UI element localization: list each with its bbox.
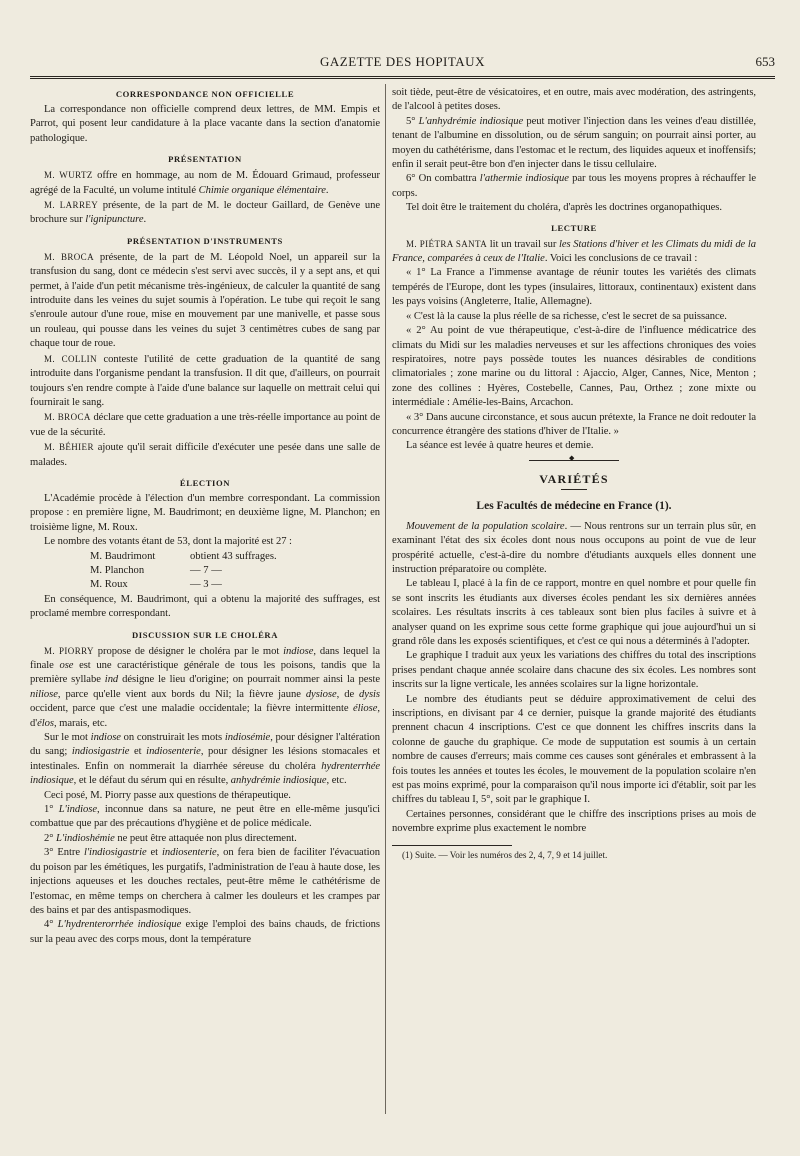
paragraph: Le nombre des étudiants peut se déduire approximativement de celui des inscriptions, en divisant par 4 ce dernier, puisque la grande majorité des étudiants prennent chacun 4 inscriptions. C'est ce que donnent les chiffres inscrits dans la colonne de gauche du graphique. Ce mode de supputation est soumis à un certain nombre de causes d'erreurs; mais comme ces causes sont générales et embrassent à la fois toutes les années et toutes les écoles, le mouvement de la population scolaire n'en est pas moins exprimé, pour la comparaison qu'il nous importe ici d'établir, soit par les chiffres du tableau I, 5°, soit par le graphique I.	[392, 693, 756, 806]
term: dysiose	[305, 688, 337, 700]
footnote-rule	[392, 845, 512, 846]
vote-row	[90, 550, 380, 564]
term: l'athermie indiosique	[479, 173, 569, 185]
paragraph-text: , marais, etc.	[53, 717, 108, 729]
paragraph-text: , on fera bien de faciliter l'évacuation du poison par les émétiques, les purgatifs, l'administration de l'eau à haute dose, les injections aqueuses et les douches rectales, peut-être même le cathétérisme de l'estomac, en même temps on cherchera à calmer les douleurs et les crampes par des bains et par des antispasmodiques.	[30, 847, 380, 916]
paragraph	[392, 115, 756, 173]
vote-results	[90, 550, 380, 593]
book-title: l'ignipuncture	[85, 214, 144, 226]
paragraph: Le nombre des votants étant de 53, dont la majorité est 27 :	[44, 536, 292, 548]
paragraph-text: , parce qu'elle vient aux bords du Nil; la fièvre jaune	[57, 688, 306, 700]
paragraph: Ceci posé, M. Piorry passe aux questions de thérapeutique.	[44, 789, 291, 801]
paragraph-text: , pour désigner les lésions stomacales et intestinales. Enfin on nommerait la diarrhée séreuse du choléra	[30, 746, 380, 772]
paragraph	[30, 250, 380, 352]
term: L'indioshémie	[56, 832, 115, 844]
candidate-name: M. Planchon	[90, 564, 145, 576]
paragraph	[392, 520, 756, 578]
paragraph: « 1° La France a l'immense avantage de réunir toutes les variétés des climats tempérés de l'Europe, dont les types (insulaires, littoraux, continentaux) existent dans les pays voisins (Angleterre, Italie, Allemagne).	[392, 267, 756, 308]
paragraph-text: , d'	[30, 703, 380, 729]
section-rule	[561, 489, 587, 490]
paragraph: Le graphique I traduit aux yeux les variations des chiffres du total des inscriptions prises pendant chaque année scolaire dans chacune des six écoles. Les nombres sont inscrits sur la ligne verticale, les années scolaires sur la ligne horizontale.	[392, 650, 756, 691]
paragraph: « C'est là la cause la plus réelle de sa richesse, c'est le secret de sa puissance.	[406, 310, 727, 322]
paragraph-text: peut motiver l'injection dans les veines d'eau distillée, tenant de l'albumine en dissolution, ou de sérum sanguin; on pourrait ainsi porter, au moyen du cathétérisme, dans l'estomac et le rectum, des liquides aqueux et inoffensifs; enfin il serait peut-être bon d'en injecter dans le tissu cellulaire.	[392, 115, 756, 171]
term: L'indiose	[58, 804, 97, 816]
paragraph	[30, 846, 380, 918]
section-heading-presentation: PRÉSENTATION	[168, 154, 242, 165]
paragraph	[392, 237, 756, 267]
candidate-name: M. Roux	[90, 579, 128, 591]
paragraph-text: , pour désigner l'altération du sang;	[30, 732, 380, 758]
paragraph-text: déclare que cette graduation a une très-réelle importance au point de vue de la sécurité.	[30, 412, 380, 438]
paragraph	[30, 440, 380, 470]
section-heading-cholera: DISCUSSION SUR LE CHOLÉRA	[131, 629, 279, 640]
speaker-name: M. PIORRY	[44, 645, 94, 656]
paragraph	[30, 918, 380, 947]
section-heading-varietes: VARIÉTÉS	[539, 471, 609, 486]
term: indiosenterie	[146, 746, 201, 758]
paragraph-text: lit un travail sur	[487, 238, 559, 250]
term: indiose	[90, 732, 121, 744]
paragraph-text: ne peut être attaquée non plus directement.	[114, 832, 297, 844]
paragraph-text: présente, de la part de M. le docteur Gaillard, de Genève une brochure sur	[30, 200, 380, 226]
paragraph-text: 2°	[44, 832, 57, 844]
speaker-name: M. PIÉTRA SANTA	[406, 238, 488, 249]
term: indiosémie	[224, 732, 271, 744]
paragraph-text: on construirait les mots	[120, 732, 225, 744]
paragraph: Le tableau I, placé à la fin de ce rapport, montre en quel nombre et pour quelle fin se sont inscrits les étudiants aux diverses écoles pendant les six dernières années scolaires. Les résultats inscrits à ces tableaux sont bien plus faciles à suivre et à analyser quand on les exprime sous cette forme graphique qui joue aujourd'hui un si grand rôle dans les exposés scientifiques, et c'est ce qui nous a déterminés à l'adopter.	[392, 578, 756, 647]
term: L'anhydrémie indiosique	[418, 115, 524, 127]
paragraph	[30, 198, 380, 228]
vote-count: obtient 43 suffrages.	[190, 550, 277, 562]
term: indiose	[283, 645, 314, 657]
paragraph-text: , et le défaut du sérum qui en résulte,	[73, 775, 231, 787]
term: niliose	[30, 688, 58, 700]
paragraph-text: . — Nous rentrons sur un terrain plus sûr, en examinant l'état des six écoles dont nous nous occupons au point de vue de leur prospérité actuelle, c'est-à-dire du nombre d'étudiants auxquels elles donnent une instruction préparatoire ou complète.	[392, 520, 756, 575]
left-column	[30, 86, 380, 947]
term: ind	[104, 674, 119, 686]
vote-row	[90, 564, 380, 578]
paragraph-text: offre en hommage, au nom de M. Édouard Grimaud, professeur agrégé de la Faculté, un volume intitulé	[30, 170, 380, 196]
speaker-name: M. WURTZ	[44, 170, 93, 181]
paragraph-text: désigne le lieu d'origine; on pourrait nommer ainsi la peste	[118, 674, 380, 686]
work-title: les Stations d'hiver et les Climats du midi de la France, comparées à ceux de l'Italie	[392, 238, 756, 265]
vote-count: — 7 —	[190, 564, 222, 576]
paragraph: Certaines personnes, considérant que le chiffre des inscriptions prises au mois de novembre exprime plus exactement le nombre	[392, 808, 756, 835]
paragraph-text: présente, de la part de M. Léopold Noel, un appareil sur la transfusion du sang, dont ce médecin s'est servi avec succès, il y a sept ans, et qui permet, à l'aide d'un petit mécanisme très-ingénieux, de calculer la quantité de sang introduite dans les veines du sujet soumis à l'opération. Le tube qui reçoit le sang s'enroule autour d'une roue, mise en mouvement par une manivelle, et passe sous un rouleau, qui pousse dans les veines du sujet 3 centimètres cubes de sang par chaque tour de roue.	[30, 251, 380, 350]
paragraph-text: , etc.	[326, 775, 347, 787]
paragraph	[30, 410, 380, 440]
ornament-separator	[529, 460, 619, 464]
speaker-name: M. LARREY	[44, 200, 99, 211]
subheading: Mouvement de la population scolaire	[406, 520, 565, 532]
paragraph-text: et	[129, 746, 147, 758]
paragraph-text: .	[325, 184, 329, 196]
paragraph: Tel doit être le traitement du choléra, d'après les doctrines organopathiques.	[406, 202, 722, 214]
vote-row	[90, 578, 380, 592]
paragraph: La séance est levée à quatre heures et demie.	[406, 440, 594, 452]
speaker-name: M. BROCA	[44, 251, 94, 262]
paragraph-text: occident, parce que c'est une maladie occidentale; la fièvre intermittente	[30, 703, 353, 715]
paragraph: En conséquence, M. Baudrimont, qui a obtenu la majorité des suffrages, est proclamé membre correspondant.	[30, 593, 380, 620]
page-number: 653	[755, 54, 775, 69]
paragraph-text: est une caractéristique générale de tous les poisons, tandis que la première syllabe	[30, 660, 380, 686]
column-divider	[385, 84, 386, 1114]
paragraph: « 3° Dans aucune circonstance, et sous aucun prétexte, la France ne doit redouter la concurrence étrangère des stations d'hiver de l'Italie. »	[392, 411, 756, 437]
paragraph-text: 5°	[406, 115, 419, 127]
speaker-name: M. COLLIN	[44, 353, 97, 364]
paragraph: La correspondance non officielle comprend deux lettres, de MM. Empis et Parrot, qui posent leur candidature à la place vacante dans la section d'anatomie pathologique.	[30, 104, 380, 144]
term: indiosenterie	[161, 847, 217, 859]
paragraph-text: exige l'emploi des bains chauds, de frictions sur la peau avec des corps mous, dont la température	[30, 919, 380, 945]
paragraph-text: , dans lequel la finale	[30, 645, 380, 671]
paragraph-text: 6° On combattra	[406, 173, 480, 185]
section-heading-instruments: PRÉSENTATION D'INSTRUMENTS	[127, 235, 283, 246]
term: élos	[37, 717, 54, 729]
footnote: (1) Suite. — Voir les numéros des 2, 4, 7, 9 et 14 juillet.	[402, 849, 608, 860]
paragraph-text: conteste l'utilité de cette graduation de la quantité de sang introduite dans l'organisme pendant la transfusion. Il dit que, d'ailleurs, on pourrait toujours s'en rendre compte à l'aide d'une balance sur laquelle on mettrait celui qui fournirait le sang.	[30, 353, 380, 408]
paragraph	[30, 168, 380, 198]
section-heading-correspondance: CORRESPONDANCE NON OFFICIELLE	[115, 89, 295, 99]
term: anhydrémie indiosique	[230, 775, 327, 787]
speaker-name: M. BROCA	[44, 412, 91, 423]
paragraph-text: 1°	[44, 804, 59, 816]
paragraph-text: 3° Entre	[44, 847, 84, 859]
speaker-name: M. BÉHIER	[44, 442, 94, 453]
term: l'indiosigastrie	[83, 847, 147, 859]
article-title: Les Facultés de médecine en France (1).	[476, 499, 672, 512]
term: indiosigastrie	[71, 746, 130, 758]
paragraph	[30, 731, 380, 789]
paragraph-text: , de	[336, 688, 360, 700]
page-header	[30, 52, 775, 74]
paragraph	[30, 644, 380, 731]
term: hydrenterrhée indiosique	[30, 760, 380, 787]
paragraph: L'Académie procède à l'élection d'un membre correspondant. La commission propose : en première ligne, M. Baudrimont; en deuxième ligne, M. Planchon; en troisième ligne, M. Roux.	[30, 492, 380, 533]
term: éliose	[352, 703, 378, 715]
term: dysis	[359, 688, 380, 700]
section-heading-lecture: LECTURE	[551, 222, 597, 233]
paragraph: « 2° Au point de vue thérapeutique, c'est-à-dire de l'influence médicatrice des climats du Midi sur les maladies nerveuses et sur les affections chroniques des voies respiratoires, notre pays possède toutes les nuances désirables de conditions climatoriales ; zone marine ou du littoral : Ajaccio, Alger, Cannes, Nice, Menton ; zone des collines : Hyères, Costebelle, Cannes, Pau, Orthez ; zone mixte ou intermédiale : Amélie-les-Bains, Arcachon.	[392, 325, 756, 409]
paragraph-text: ajoute qu'il serait difficile d'exécuter une pesée dans une salle de malades.	[30, 442, 381, 468]
paragraph: soit tiède, peut-être de vésicatoires, et en outre, mais avec modération, des astringents, de l'alcool à petites doses.	[392, 87, 756, 113]
vote-count: — 3 —	[190, 579, 222, 591]
journal-title: GAZETTE DES HOPITAUX	[320, 54, 485, 69]
paragraph-text: .	[143, 214, 147, 226]
book-title: Chimie organique élémentaire	[198, 184, 326, 196]
paragraph	[30, 803, 380, 832]
header-rule	[30, 76, 775, 79]
paragraph	[392, 172, 756, 201]
section-heading-election: ÉLECTION	[179, 477, 231, 488]
paragraph-text: et	[146, 847, 162, 859]
paragraph-text: propose de désigner le choléra par le mot	[93, 645, 284, 657]
candidate-name: M. Baudrimont	[90, 550, 156, 562]
paragraph	[30, 832, 380, 846]
paragraph-text: Sur le mot	[44, 732, 91, 744]
term: ose	[59, 660, 74, 671]
paragraph-text: 4°	[44, 919, 58, 931]
right-column	[392, 86, 756, 860]
paragraph-text: par tous les moyens propres à réchauffer le corps.	[392, 173, 756, 199]
term: L'hydrenterorrhée indiosique	[57, 919, 182, 931]
paragraph	[30, 352, 380, 411]
paragraph-text: , inconnue dans sa nature, ne peut être en elle-même jusqu'ici combattue que par des précautions d'hygiène et de police médicale.	[30, 804, 380, 830]
paragraph-text: . Voici les conclusions de ce travail :	[544, 253, 698, 265]
